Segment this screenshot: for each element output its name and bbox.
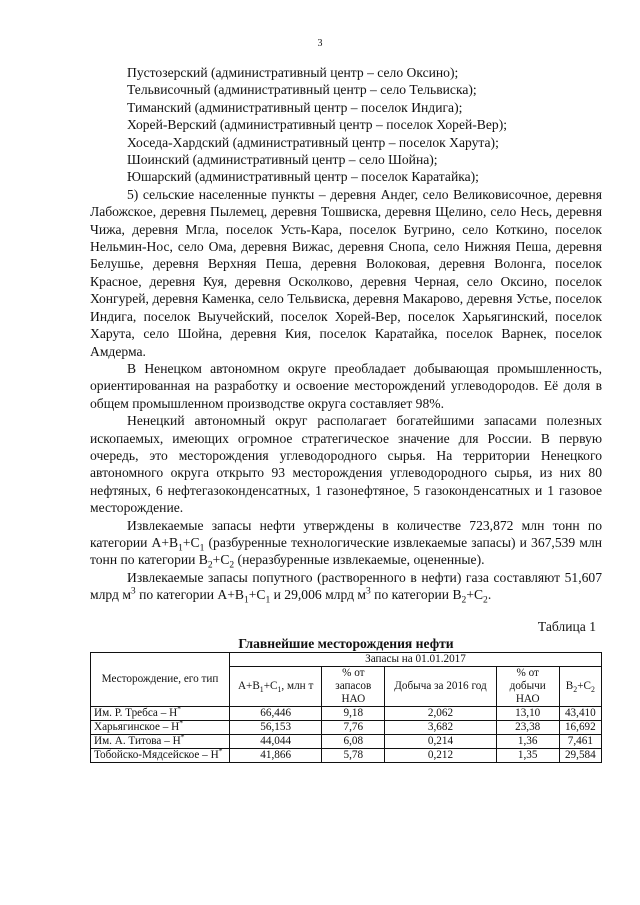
paragraph-settlements: 5) сельские населенные пункты – деревня Андег, село Великовисочное, деревня Лабожское, деревня Пылемец, деревня Тошвиска, деревня Щелино, село Несь, деревня Чижа, деревня Мгла, поселок Усть-Кара, поселок Бугрино, село Коткино, поселок Нельмин-Нос, село Ома, деревня Вижас, деревня Снопа, село Нижняя Пеша, деревня Белушье, деревня Верхняя Пеша, деревня Волоковая, деревня Волонга, поселок Красное, деревня Куя, деревня Осколково, деревня Черная, село Оксино, поселок Хонгурей, деревня Каменка, село Тельвиска, деревня Макарово, деревня Устье, поселок Индига, поселок Выучейский, поселок Хорей-Вер, поселок Харьягинский, поселок Харута, село Шойна, деревня Кия, поселок Каратайка, поселок Варнек, поселок Амдерма. [90,186,602,359]
share-cell: 9,18 [322,707,385,721]
table-row [91,735,602,749]
field-name-cell: Харьягинское – Н* [91,721,230,735]
share-cell: 6,08 [322,735,385,749]
production-share-cell: 1,35 [496,749,559,763]
document-body [90,64,602,763]
ab-cell: 41,866 [230,749,322,763]
admin-line: Хоседа-Хардский (административный центр – поселок Харута); [127,134,499,150]
col-field-header: Месторождение, его тип [91,653,230,707]
paragraph-oil-reserves: Извлекаемые запасы нефти утверждены в количестве 723,872 млн тонн по категории $А+В_1+С_1$ (разбуренные технологические извлекаемые запасы) и 367,539 млн тонн по категории $В_2+С_2$ (неразбуренные извлекаемые, оцененные). [90,517,602,572]
admin-line: Пустозерский (административный центр – село Оксино); [127,65,459,80]
paragraph-reserves: Ненецкий автономный округ располагает богатейшими запасами полезных ископаемых, имеющих огромное стратегическое значение для России. В первую очередь, это месторождения углеводородного сырья. На территории Ненецкого автономного округа открыто 93 месторождения углеводородного сырья, из них 80 нефтяных, 6 нефтегазоконденсатных, 1 газонефтяное, 5 газоконденсатных и 1 газовое месторождение. [90,413,602,516]
table-title: Главнейшие месторождения нефти [238,636,454,651]
admin-line: Тельвисочный (административный центр – село Тельвиска); [127,82,477,98]
production-cell: 0,214 [385,735,496,749]
b2-cell: 7,461 [559,735,601,749]
paragraph-industry: В Ненецком автономном округе преобладает добывающая промышленность, ориентированная на разработку и освоение месторождений углеводородов. Её доля в общем промышленном производстве округа составляет 98%. [90,360,602,411]
col-ab-header: $А+В_1+С_1$, млн т [230,667,322,707]
ab-cell: 56,153 [230,721,322,735]
col-production-header: Добыча за 2016 год [385,667,496,707]
admin-line: Хорей-Верский (административный центр – поселок Хорей-Вер); [127,117,508,133]
field-name-cell: Им. Р. Требса – Н* [91,707,230,721]
production-share-cell: 23,38 [496,721,559,735]
oil-fields-table [90,652,602,763]
field-name-cell: Им. А. Титова – Н* [91,735,230,749]
admin-line: Тиманский (административный центр – поселок Индига); [127,99,463,115]
production-cell: 2,062 [385,707,496,721]
field-name-cell: Тобойско-Мядсейское – Н* [91,749,230,763]
share-cell: 5,78 [322,749,385,763]
paragraph-gas-reserves: Извлекаемые запасы попутного (растворенного в нефти) газа составляют 51,607 млрд $м^3$ по категории $А+В_1+С_1$ и 29,006 млрд $м^3$ по категории $В_2+С_2$. [90,569,602,606]
admin-line: Шоинский (административный центр – село Шойна); [127,152,438,168]
table-row [91,749,602,763]
b2-cell: 43,410 [559,707,601,721]
col-share-header: % от запасов НАО [322,667,385,707]
admin-list [90,64,602,186]
production-share-cell: 13,10 [496,707,559,721]
share-cell: 7,76 [322,721,385,735]
production-cell: 3,682 [385,721,496,735]
table-row [91,707,602,721]
table-row [91,721,602,735]
admin-line: Юшарский (административный центр – поселок Каратайка); [127,169,479,185]
table-caption: Таблица 1 [537,618,596,634]
b2-cell: 29,584 [559,749,601,763]
b2-cell: 16,692 [559,721,601,735]
production-cell: 0,212 [385,749,496,763]
col-production-share-header: % от добычи НАО [496,667,559,707]
ab-cell: 66,446 [230,707,322,721]
production-share-cell: 1,36 [496,735,559,749]
col-group-header: Запасы на 01.01.2017 [230,653,602,667]
ab-cell: 44,044 [230,735,322,749]
page-number: 3 [317,38,323,49]
col-b2-header: $В_2+С_2$ [559,667,601,707]
